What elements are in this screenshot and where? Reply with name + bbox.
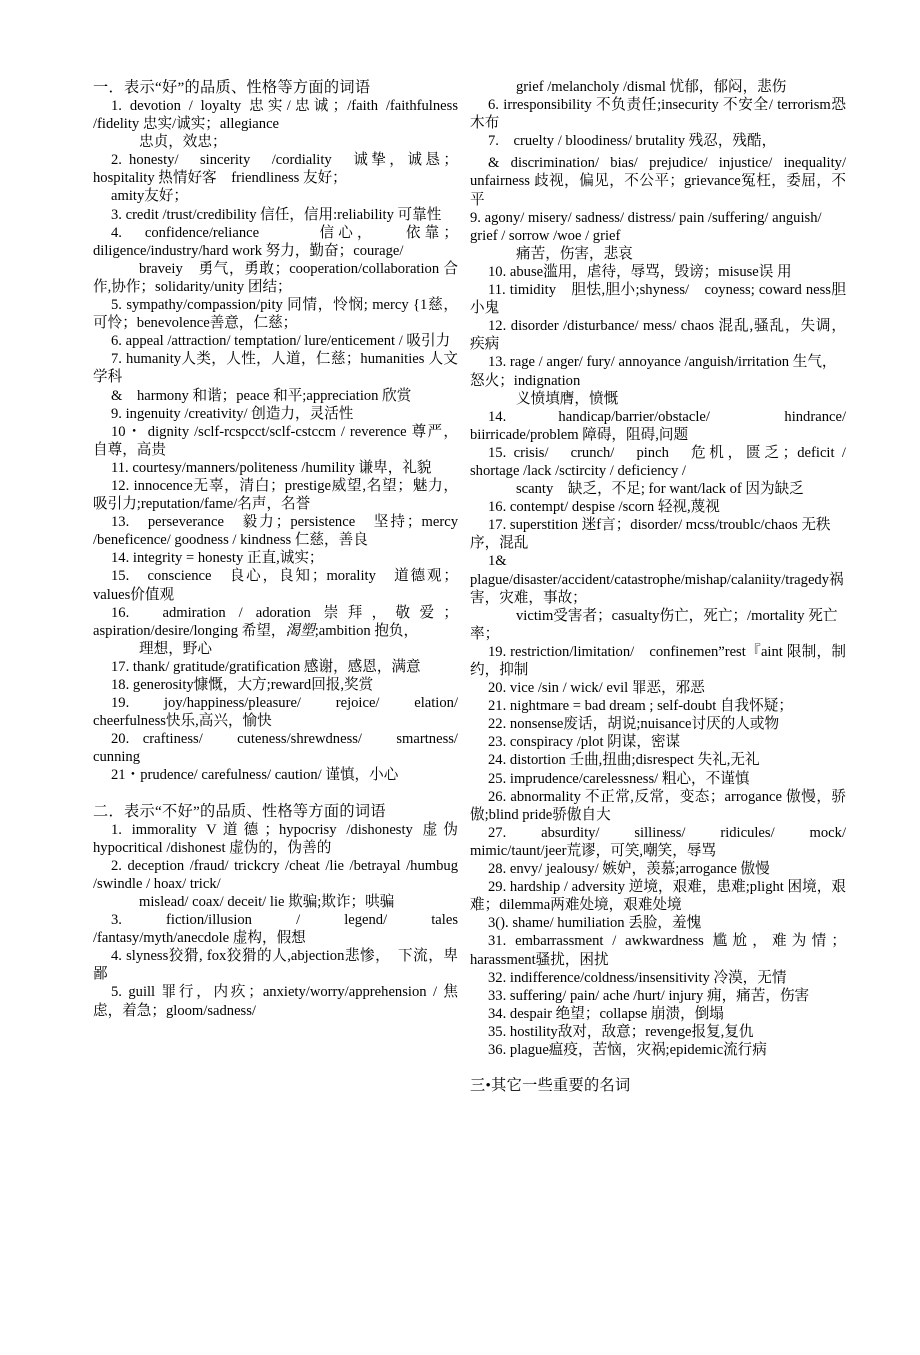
- entry-l16: [93, 604, 458, 640]
- entry-r34: 34. despair 绝望；collapse 崩溃，倒塌: [488, 1005, 724, 1022]
- entry-l19: 19. joy/happiness/pleasure/ rejoice/ elation/ cheerfulness快乐,高兴，愉快: [93, 695, 458, 730]
- entry-r8: & discrimination/ bias/ prejudice/ injustice/ inequality/ unfairness 歧视，偏见，不公平；grievance冤枉，委屈，不平: [470, 155, 846, 208]
- entry-l3: 3. credit /trust/credibility 信任，信用:reliability 可靠性: [111, 206, 442, 223]
- entry-r12: 12. disorder /disturbance/ mess/ chaos 混乱,骚乱，失调，疾病: [470, 318, 846, 353]
- entry-l15: 15. conscience 良心，良知；morality 道德观；values价值观: [93, 568, 458, 603]
- entry-r16: 16. contempt/ despise /scorn 轻视,蔑视: [488, 499, 720, 516]
- entry-r15: 15. crisis/ crunch/ pinch 危机，匮乏；deficit / shortage /lack /sctircity / deficiency /: [470, 444, 846, 479]
- entry-r13: 13. rage / anger/ fury/ annoyance /anguish/irritation 生气，怒火；indignation: [470, 354, 837, 389]
- entry-r22: 22. nonsense废话，胡说;nuisance讨厌的人或物: [488, 716, 780, 733]
- entry-r7: 7. cruelty / bloodiness/ brutality 残忍，残酷，: [488, 133, 777, 150]
- entry-l18: 18. generosity慷慨，大方;reward回报,奖赏: [111, 677, 374, 693]
- right-column: [470, 78, 846, 1095]
- entry-r33: 33. suffering/ pain/ ache /hurt/ injury 痈，痛苦，伤害: [488, 987, 810, 1004]
- entry-l2-cont: amity友好；: [111, 188, 189, 205]
- entry-r24: 24. distortion 壬曲,扭曲;disrespect 失礼,无礼: [488, 752, 760, 769]
- entry-l2-3: 3. fiction/illusion / legend/ tales /fantasy/myth/anecdole 虚构，假想: [93, 912, 458, 947]
- entry-r18-cont: victim受害者；casualty伤亡，死亡；/mortality 死亡率；: [470, 607, 838, 642]
- entry-r25: 25. imprudence/carelessness/ 粗心，不谨慎: [488, 770, 750, 787]
- entry-r31: 31. embarrassment / awkwardness 尴尬，难为情；harassment骚扰，困扰: [470, 933, 846, 968]
- entry-l6: 6. appeal /attraction/ temptation/ lure/enticement / 吸引力: [111, 333, 451, 350]
- entry-l1-cont: 忠贞，效忠；: [139, 134, 227, 151]
- entry-r14: 14. handicap/barrier/obstacle/ hindrance/ biirricade/problem 障碍，阻碍,问题: [470, 408, 846, 443]
- entry-r26: 26. abnormality 不正常,反常，变态；arrogance 傲慢，骄傲;blind pride骄傲自大: [470, 788, 846, 823]
- entry-r17: 17. superstition 迷f言；disorder/ mcss/troublc/chaos 无秩序，混乱: [470, 517, 831, 552]
- entry-r29: 29. hardship / adversity 逆境，艰难，患难;plight 困境，艰难；dilemma两难处境，艰难处境: [470, 879, 846, 914]
- two-column-layout: [93, 78, 848, 1095]
- entry-l1: 1. devotion / loyalty 忠实/忠诚；/faith /faithfulness /fidelity 忠实/诚实；allegiance: [93, 98, 458, 133]
- entry-l2-4: 4. slyness狡猾, fox狡猾的人,abjection悲惨， 下流，卑鄙: [93, 948, 458, 983]
- entry-r6: 6. irresponsibility 不负责任;insecurity 不安全/ terrorism恐木布: [470, 97, 846, 132]
- entry-l8: & harmony 和谐；peace 和平;appreciation 欣赏: [111, 387, 412, 404]
- section-heading-two: 二．表示“不好”的品质、性格等方面的词语: [93, 802, 386, 820]
- entry-r30: 3(). shame/ humiliation 丢脸，羞愧: [488, 915, 702, 932]
- entry-r-cont-grief: grief /melancholy /dismal 忧郁，郁闷，悲伤: [516, 79, 787, 95]
- entry-l16-part2: ;ambition 抱负，: [314, 622, 419, 639]
- entry-l16-italic: 渴塑: [285, 622, 315, 639]
- entry-l10: 10・ dignity /sclf-rcspcct/sclf-cstccm / reverence 尊严，自尊，高贵: [93, 423, 458, 458]
- entry-l9: 9. ingenuity /creativity/ 创造力，灵活性: [111, 405, 354, 422]
- entry-r23: 23. conspiracy /plot 阴谋，密谋: [488, 734, 681, 751]
- entry-r19: 19. restriction/limitation/ confinemen”rest『aint 限制，制约，抑制: [470, 643, 846, 678]
- entry-l4: 4. confidence/reliance 信心， 依靠；diligence/industry/hard work 努力，勤奋；courage/: [93, 224, 458, 259]
- entry-l21: 21・prudence/ carefulness/ caution/ 谨慎，小心: [111, 767, 399, 784]
- entry-l12: 12. innocence无辜，清白；prestige威望,名望；魅力，吸引力;reputation/fame/名声，名誉: [93, 477, 458, 513]
- entry-r9: 9. agony/ misery/ sadness/ distress/ pain /suffering/ anguish/ grief / sorrow /woe / grief: [470, 209, 822, 244]
- entry-r27: 27. absurdity/ silliness/ ridicules/ mock/ mimic/taunt/jeer荒谬，可笑,嘲笑，辱骂: [470, 824, 846, 859]
- entry-l2-1: 1. immorality V道德；hypocrisy /dishonesty 虚伪 hypocritical /dishonest 虚伪的，伪善的: [93, 821, 458, 856]
- entry-l4-cont: braveiy 勇气，勇敢；cooperation/collaboration 合作,协作；solidarity/unity 团结；: [93, 260, 458, 295]
- entry-l2-2: 2. deception /fraud/ trickcry /cheat /lie /betrayal /humbug /swindle / hoax/ trick/: [93, 857, 458, 892]
- entry-r11: 11. timidity 胆怯,胆小;shyness/ coyness; coward ness胆小鬼: [470, 282, 846, 317]
- entry-r9-cont: 痛苦，伤害，悲哀: [516, 245, 633, 262]
- entry-l2: 2. honesty/ sincerity /cordiality 诚挚，诚恳；hospitality 热情好客 friendliness 友好；: [93, 152, 458, 187]
- entry-l13: 13. perseverance 毅力；persistence 坚持；mercy /beneficence/ goodness / kindness 仁慈，善良: [93, 514, 458, 549]
- entry-l16-cont: 理想，野心: [139, 640, 212, 657]
- entry-l20: 20. craftiness/ cuteness/shrewdness/ smartness/ cunning: [93, 731, 458, 766]
- entry-r13-cont: 义愤填膺，愤慨: [516, 390, 619, 407]
- left-column: [93, 78, 458, 1020]
- entry-l16-part1: 16. admiration / adoration 崇拜，敬爱；aspiration/desire/longing 希望，: [93, 604, 458, 639]
- entry-r28: 28. envy/ jealousy/ 嫉妒，羡慕;arrogance 傲慢: [488, 861, 770, 878]
- section-heading-three: 三•其它一些重要的名词: [470, 1077, 631, 1095]
- entry-l11: 11. courtesy/manners/politeness /humility 谦卑，礼貌: [111, 459, 432, 476]
- entry-l7: 7. humanity人类，人性，人道，仁慈；humanities 人文学科: [93, 351, 458, 386]
- entry-r36: 36. plague瘟疫，苦恼，灾祸;epidemic流行病: [488, 1041, 767, 1058]
- entry-r20: 20. vice /sin / wick/ evil 罪恶，邪恶: [488, 680, 705, 697]
- entry-r18-number: 1&: [488, 553, 507, 570]
- entry-r15-cont: scanty 缺乏，不足; for want/lack of 因为缺乏: [516, 481, 804, 498]
- entry-l2-5: 5. guill 罪行，内疚；anxiety/worry/apprehension / 焦虑，着急；gloom/sadness/: [93, 984, 458, 1019]
- entry-r32: 32. indifference/coldness/insensitivity 冷漠，无情: [488, 969, 787, 986]
- entry-r21: 21. nightmare = bad dream ; self-doubt 自我怀疑；: [488, 698, 793, 715]
- entry-r10: 10. abuse滥用，虐待，辱骂，毁谤；misuse误 用: [488, 263, 792, 280]
- entry-l2-2-cont: mislead/ coax/ deceit/ lie 欺骗;欺诈；哄骗: [139, 893, 395, 910]
- entry-l14: 14. integrity = honesty 正直,诚实；: [111, 550, 324, 567]
- section-heading-one: 一．表示“好”的品质、性格等方面的词语: [93, 79, 371, 96]
- entry-l5: 5. sympathy/compassion/pity 同情，怜悯; mercy {1慈，可怜；benevolence善意，仁慈；: [93, 297, 458, 332]
- entry-r35: 35. hostility敌对，敌意；revenge报复,复仇: [488, 1023, 754, 1040]
- entry-l17: 17. thank/ gratitude/gratification 感谢，感恩，满意: [111, 658, 421, 675]
- entry-r18: plague/disaster/accident/catastrophe/mishap/calaniity/tragedy祸害，灾难，事故；: [470, 571, 844, 606]
